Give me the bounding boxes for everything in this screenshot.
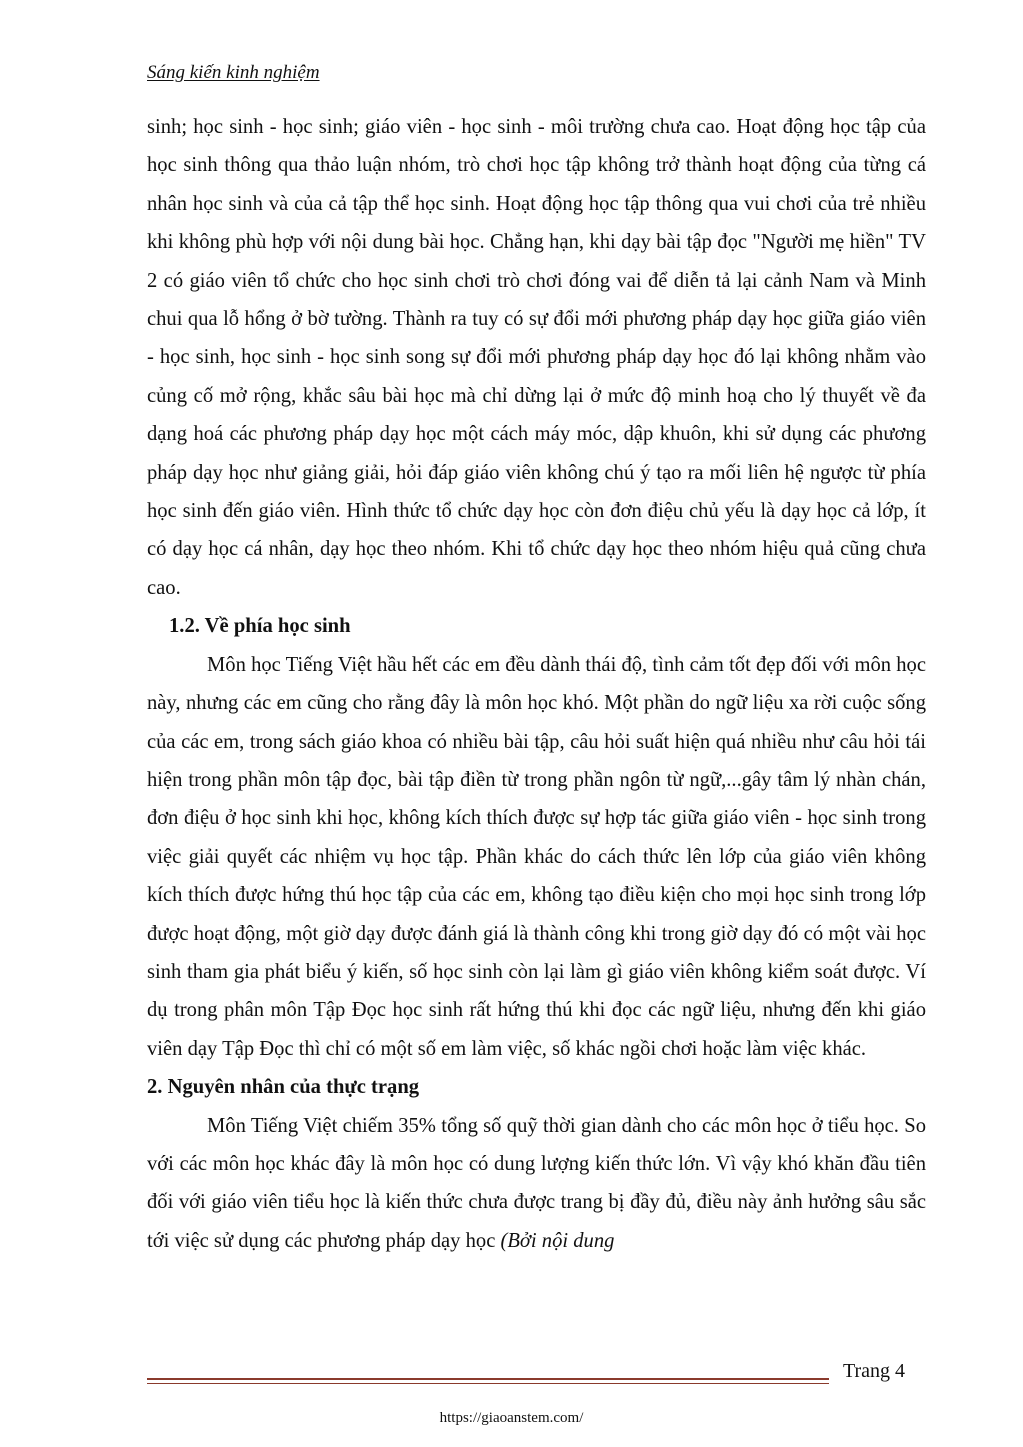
page-body [147,108,926,1260]
page-number: Trang 4 [843,1360,906,1382]
paragraph-causes-italic: (Bởi nội dung [500,1229,615,1252]
footer-divider-thick-line [147,1378,829,1380]
footer-divider [147,1378,829,1385]
paragraph-causes-text: Môn Tiếng Việt chiếm 35% tổng số quỹ thời gian dành cho các môn học ở tiểu học. So với các môn học khác đây là môn học có dung lượng kiến thức lớn. Vì vậy khó khăn đầu tiên đối với giáo viên tiểu học là kiến thức chưa được trang bị đầy đủ, điều này ảnh hưởng sâu sắc tới việc sử dụng các phương pháp dạy học [147,1114,926,1252]
footer-divider-thin-line [147,1383,829,1384]
paragraph-methods: sinh; học sinh - học sinh; giáo viên - học sinh - môi trường chưa cao. Hoạt động học tập của học sinh thông qua thảo luận nhóm, trò chơi học tập không trở thành hoạt động của từng cá nhân học sinh và của cả tập thể học sinh. Hoạt động học tập thông qua vui chơi của trẻ nhiều khi không phù hợp với nội dung bài học. Chẳng hạn, khi dạy bài tập đọc "Người mẹ hiền" TV 2 có giáo viên tổ chức cho học sinh chơi trò chơi đóng vai để diễn tả lại cảnh Nam và Minh chui qua lỗ hổng ở bờ tường. Thành ra tuy có sự đổi mới phương pháp dạy học giữa giáo viên - học sinh, học sinh - học sinh song sự đổi mới phương pháp dạy học đó lại không nhằm vào củng cố mở rộng, khắc sâu bài học mà chỉ dừng lại ở mức độ minh hoạ cho lý thuyết về đa dạng hoá các phương pháp dạy học một cách máy móc, dập khuôn, khi sử dụng các phương pháp dạy học như giảng giải, hỏi đáp giáo viên không chú ý tạo ra mối liên hệ ngược từ phía học sinh đến giáo viên. Hình thức tổ chức dạy học còn đơn điệu chủ yếu là dạy học cả lớp, ít có dạy học cá nhân, dạy học theo nhóm. Khi tổ chức dạy học theo nhóm hiệu quả cũng chưa cao. [147,116,926,599]
paragraph-causes [147,1107,926,1261]
source-url: https://giaoanstem.com/ [439,1410,584,1426]
section-heading-students: 1.2. Về phía học sinh [169,615,351,638]
paragraph-students: Môn học Tiếng Việt hầu hết các em đều dành thái độ, tình cảm tốt đẹp đối với môn học này, nhưng các em cũng cho rằng đây là môn học khó. Một phần do ngữ liệu xa rời cuộc sống của các em, trong sách giáo khoa có nhiều bài tập, câu hỏi suất hiện quá nhiều như câu hỏi tái hiện trong phần môn tập đọc, bài tập điền từ trong phần ngôn từ ngữ,...gây tâm lý nhàn chán, đơn điệu ở học sinh khi học, không kích thích được sự hợp tác giữa giáo viên - học sinh trong việc giải quyết các nhiệm vụ học tập. Phần khác do cách thức lên lớp của giáo viên không kích thích được hứng thú học tập của các em, không tạo điều kiện cho mọi học sinh trong lớp được hoạt động, một giờ dạy được đánh giá là thành công khi trong giờ dạy đó có một vài học sinh tham gia phát biểu ý kiến, số học sinh còn lại làm gì giáo viên không kiểm soát được. Ví dụ trong phân môn Tập Đọc học sinh rất hứng thú khi đọc các ngữ liệu, nhưng đến khi giáo viên dạy Tập Đọc thì chỉ có một số em làm việc, số khác ngồi chơi hoặc làm việc khác. [147,653,926,1060]
section-heading-causes: 2. Nguyên nhân của thực trạng [147,1076,420,1099]
document-header: Sáng kiến kinh nghiệm [147,62,320,83]
